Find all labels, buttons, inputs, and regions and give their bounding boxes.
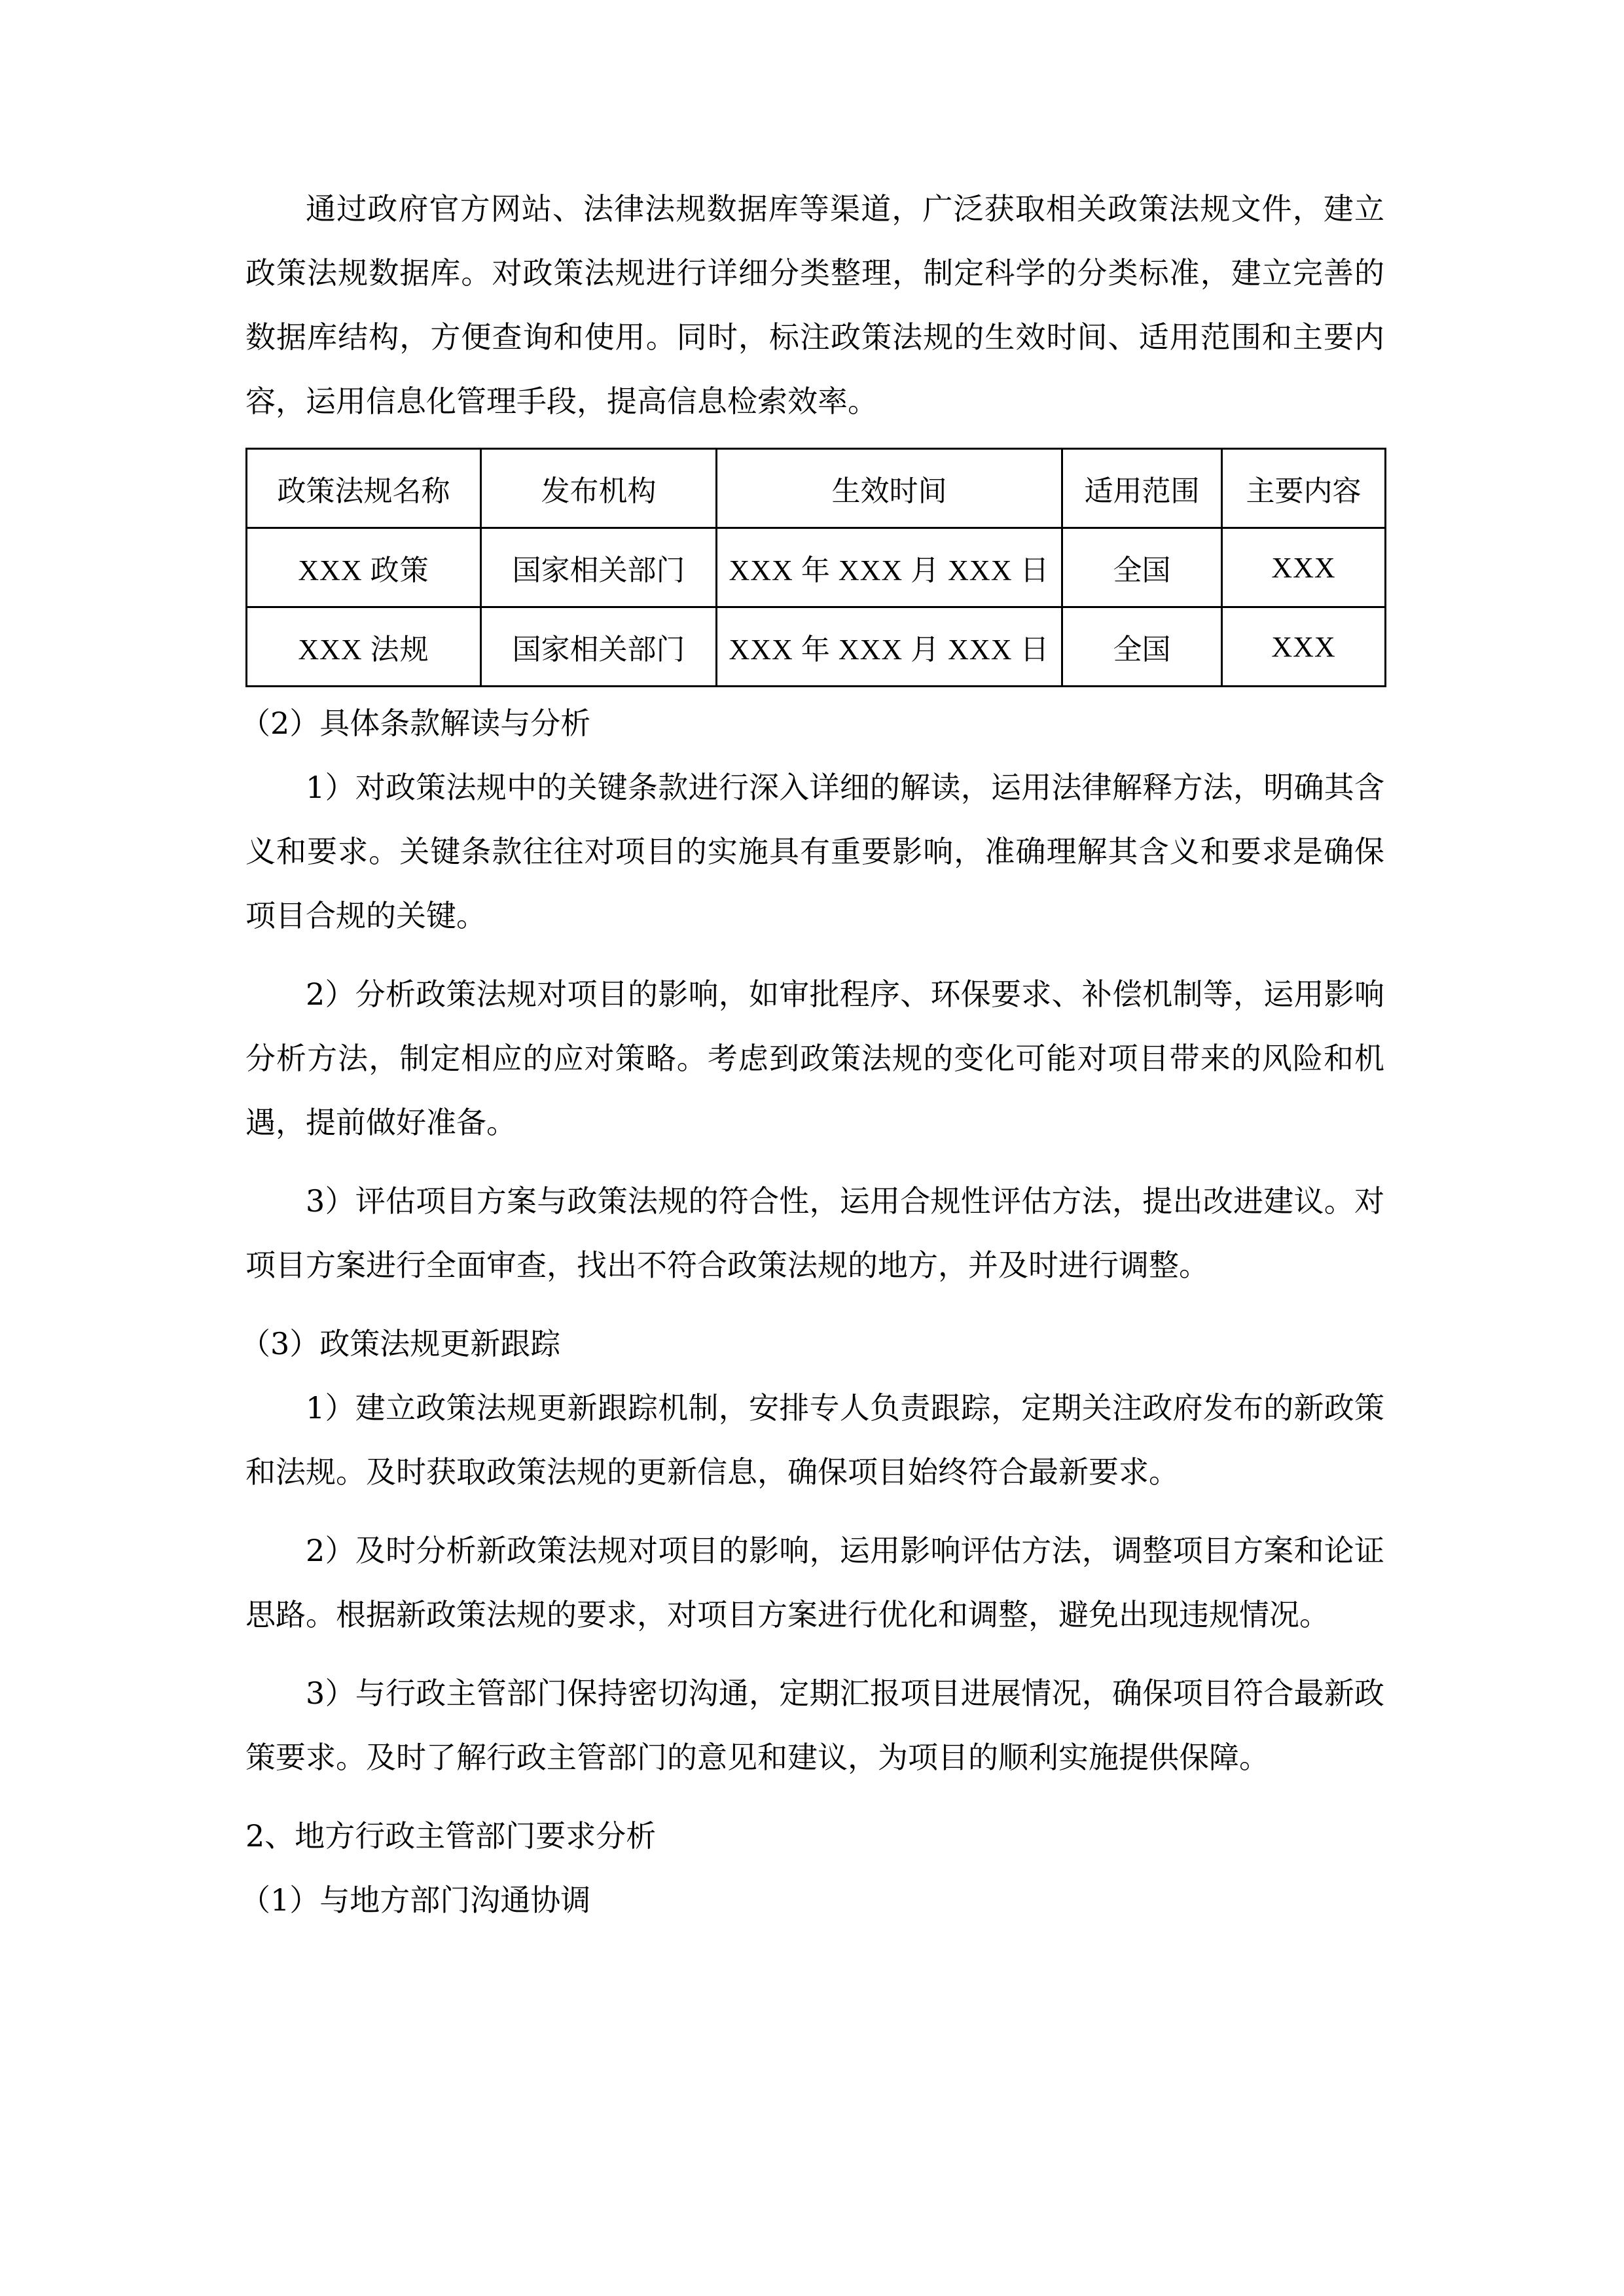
cell-issuer: 国家相关部门	[481, 607, 717, 687]
document-page	[240, 177, 1384, 1932]
policy-table	[245, 448, 1386, 687]
cell-scope: 全国	[1062, 607, 1222, 687]
list-item: 2）分析政策法规对项目的影响，如审批程序、环保要求、补偿机制等，运用影响分析方法，制定相应的应对策略。考虑到政策法规的变化可能对项目带来的风险和机遇，提前做好准备。	[245, 977, 1384, 1140]
sub-heading-local-coordination: （1）与地方部门沟通协调	[240, 1882, 591, 1918]
cell-main-content: XXX	[1222, 528, 1386, 607]
table-header-row	[247, 449, 1386, 528]
header-main-content: 主要内容	[1222, 449, 1386, 528]
cell-main-content: XXX	[1222, 607, 1386, 687]
header-scope: 适用范围	[1062, 449, 1222, 528]
cell-effective-date: XXX 年 XXX 月 XXX 日	[717, 607, 1062, 687]
list-item: 3）与行政主管部门保持密切沟通，定期汇报项目进展情况，确保项目符合最新政策要求。及时了解行政主管部门的意见和建议，为项目的顺利实施提供保障。	[245, 1676, 1384, 1775]
list-item: 3）评估项目方案与政策法规的符合性，运用合规性评估方法，提出改进建议。对项目方案进行全面审查，找出不符合政策法规的地方，并及时进行调整。	[245, 1183, 1384, 1283]
header-effective-date: 生效时间	[717, 449, 1062, 528]
list-item: 1）对政策法规中的关键条款进行深入详细的解读，运用法律解释方法，明确其含义和要求。关键条款往往对项目的实施具有重要影响，准确理解其含义和要求是确保项目合规的关键。	[245, 770, 1384, 933]
cell-scope: 全国	[1062, 528, 1222, 607]
list-item: 1）建立政策法规更新跟踪机制，安排专人负责跟踪，定期关注政府发布的新政策和法规。及时获取政策法规的更新信息，确保项目始终符合最新要求。	[245, 1390, 1384, 1490]
list-item: 2）及时分析新政策法规对项目的影响，运用影响评估方法，调整项目方案和论证思路。根据新政策法规的要求，对项目方案进行优化和调整，避免出现违规情况。	[245, 1533, 1384, 1632]
cell-policy-name: XXX 法规	[247, 607, 481, 687]
table-row	[247, 528, 1386, 607]
section-heading-clause-analysis: （2）具体条款解读与分析	[240, 706, 591, 741]
cell-effective-date: XXX 年 XXX 月 XXX 日	[717, 528, 1062, 607]
section-heading-update-tracking: （3）政策法规更新跟踪	[240, 1326, 561, 1361]
cell-issuer: 国家相关部门	[481, 528, 717, 607]
header-policy-name: 政策法规名称	[247, 449, 481, 528]
intro-paragraph: 通过政府官方网站、法律法规数据库等渠道，广泛获取相关政策法规文件，建立政策法规数据库。对政策法规进行详细分类整理，制定科学的分类标准，建立完善的数据库结构，方便查询和使用。同时，标注政策法规的生效时间、适用范围和主要内容，运用信息化管理手段，提高信息检索效率。	[245, 191, 1384, 419]
table-row	[247, 607, 1386, 687]
cell-policy-name: XXX 政策	[247, 528, 481, 607]
header-issuer: 发布机构	[481, 449, 717, 528]
section-heading-local-requirements: 2、地方行政主管部门要求分析	[245, 1818, 657, 1854]
